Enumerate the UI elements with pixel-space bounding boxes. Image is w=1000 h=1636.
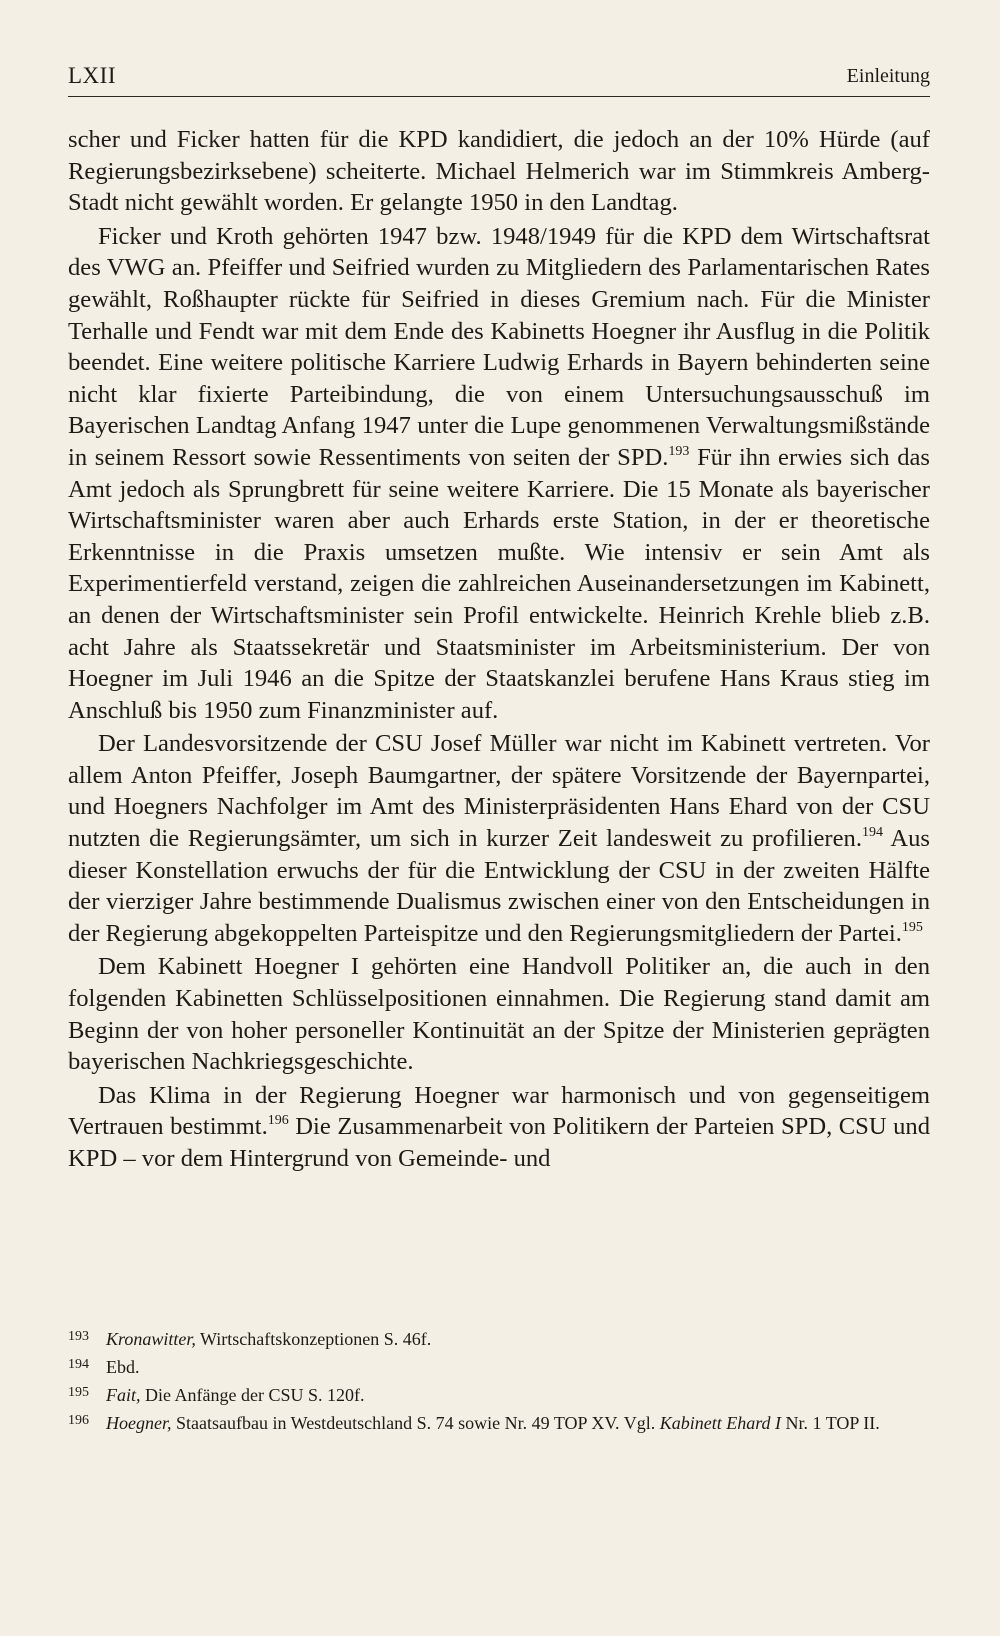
text-run: Die Zusammenarbeit von Politikern der Parteien SPD, CSU und KPD – vor dem Hintergrund von Gemeinde- und: [68, 1113, 930, 1172]
footnote: [68, 1410, 930, 1436]
footnote-author: Kronawitter,: [106, 1329, 196, 1349]
text-run: Nr. 1 TOP II.: [781, 1413, 880, 1433]
text-run: Der Landesvorsitzende der CSU Josef Müller war nicht im Kabinett vertreten. Vor allem Anton Pfeiffer, Joseph Baumgartner, der spätere Vorsitzende der Bayernpartei, und Hoegners Nachfolger im Amt des Ministerpräsidenten Hans Ehard von der CSU nutzten die Regierungsämter, um sich in kurzer Zeit landesweit zu profilieren.: [68, 730, 930, 853]
text-run: Das Klima in der Regierung Hoegner war harmonisch und von gegenseitigem Vertrauen bestimmt.: [68, 1081, 930, 1141]
paragraph: [68, 124, 930, 219]
text-run: Wirtschaftskonzeptionen S. 46f.: [195, 1329, 432, 1349]
footnote-author: Fait,: [106, 1385, 141, 1405]
footnote-reference: 195: [901, 919, 923, 935]
paragraph: [68, 951, 930, 1077]
footnote: [68, 1326, 930, 1352]
footnotes: [68, 1326, 930, 1438]
text-run: Dem Kabinett Hoegner I gehörten eine Handvoll Politiker an, die auch in den folgenden Kabinetten Schlüsselpositionen einnahmen. Die Regierung stand damit am Beginn der von hoher personeller Kontinuität an der Spitze der Ministerien geprägten bayerischen Nachkriegsgeschichte.: [68, 953, 930, 1076]
body-text: [68, 124, 930, 1177]
footnote-reference: 194: [861, 825, 883, 841]
book-page: [68, 58, 931, 1433]
text-run: Aus dieser Konstellation erwuchs der für die Entwicklung der CSU in der zweiten Hälfte der vierziger Jahre bestimmende Dualismus zwischen einer von den Entscheidungen in der Regierung abgekoppelten Parteispitze und den Regierungsmitgliedern der Partei.: [68, 825, 931, 947]
text-run: Staatsaufbau in Westdeutschland S. 74 sowie Nr. 49 TOP XV. Vgl.: [171, 1413, 660, 1433]
running-head: [68, 58, 930, 94]
footnote-number: 194: [68, 1357, 89, 1372]
paragraph: [68, 221, 930, 727]
running-title: Einleitung: [846, 65, 930, 87]
header-rule: [68, 96, 930, 97]
footnote-author: Hoegner,: [106, 1413, 172, 1433]
footnote: [68, 1382, 930, 1408]
text-run: Ebd.: [106, 1357, 140, 1377]
footnote-number: 193: [68, 1329, 89, 1344]
page-number: LXII: [68, 63, 116, 88]
text-run: Ficker und Kroth gehörten 1947 bzw. 1948/1949 für die KPD dem Wirtschaftsrat des VWG an. Pfeiffer und Seifried wurden zu Mitgliedern des Parlamentarischen Rates gewählt, Roßhaupter rückte für Seifried in dieses Gremium nach. Für die Minister Terhalle und Fendt war mit dem Ende des Kabinetts Hoegner ihr Ausflug in die Politik beendet. Eine weitere politische Karriere Ludwig Erhards in Bayern behinderten seine nicht klar fixierte Parteibindung, die von einem Untersuchungsausschuß im Bayerischen Landtag Anfang 1947 unter die Lupe genommenen Verwaltungsmißstände in seinem Ressort sowie Ressentiments von seiten der SPD.: [68, 222, 930, 471]
footnote-reference: 196: [267, 1113, 289, 1129]
footnote-author: Kabinett Ehard I: [659, 1413, 782, 1433]
footnote-reference: 193: [668, 443, 690, 459]
paragraph: [68, 728, 930, 949]
text-run: Die Anfänge der CSU S. 120f.: [140, 1385, 365, 1405]
text-run: Für ihn erwies sich das Amt jedoch als Sprungbrett für seine weitere Karriere. Die 15 Monate als bayerischer Wirtschaftsminister waren aber auch Erhards erste Station, in der er theoretische Erkenntnisse in die Praxis umsetzen mußte. Wie intensiv er sein Amt als Experimentierfeld verstand, zeigen die zahlreichen Auseinandersetzungen im Kabinett, an denen der Wirtschaftsminister sein Profil entwickelte. Heinrich Krehle blieb z.B. acht Jahre als Staatssekretär und Staatsminister im Arbeitsministerium. Der von Hoegner im Juli 1946 an die Spitze der Staatskanzlei berufene Hans Kraus stieg im Anschluß bis 1950 zum Finanzminister auf.: [68, 443, 931, 724]
footnote-number: 196: [68, 1413, 89, 1428]
paragraph: [68, 1080, 930, 1175]
text-run: scher und Ficker hatten für die KPD kandidiert, die jedoch an der 10% Hürde (auf Regierungsbezirksebene) scheiterte. Michael Helmerich war im Stimmkreis Amberg-Stadt nicht gewählt worden. Er gelangte 1950 in den Landtag.: [68, 126, 930, 217]
footnote: [68, 1354, 930, 1380]
footnote-number: 195: [68, 1385, 89, 1400]
